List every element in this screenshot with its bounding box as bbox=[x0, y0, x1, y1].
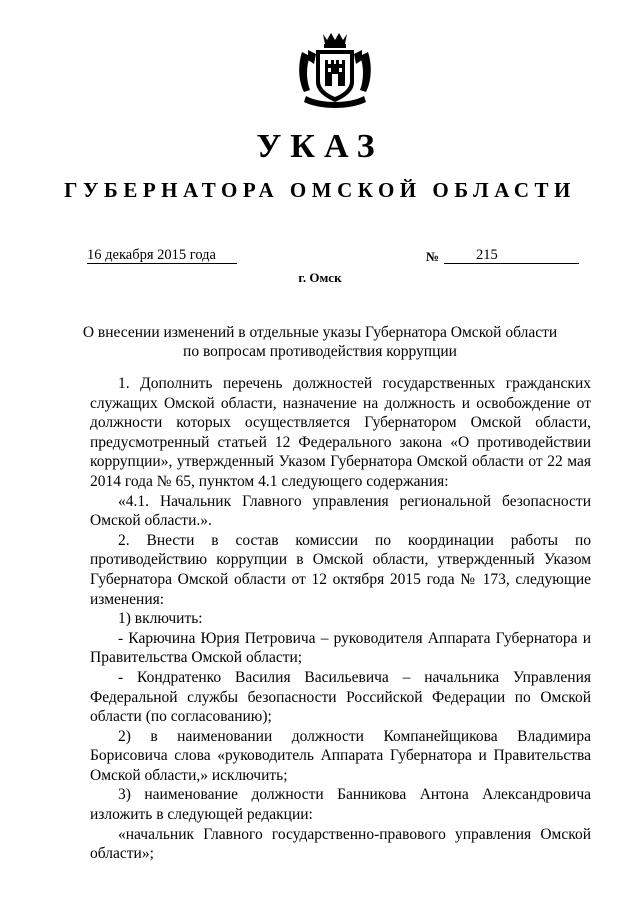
decree-subject bbox=[0, 323, 640, 361]
body-paragraph: - Карючина Юрия Петровича – руководителя Аппарата Губернатора и Правительства Омской области; bbox=[90, 629, 591, 667]
subject-line: по вопросам противодействия коррупции bbox=[183, 343, 457, 360]
decree-date: 16 декабря 2015 года bbox=[87, 247, 237, 264]
body-paragraph: 2) в наименовании должности Компанейщикова Владимира Борисовича слова «руководитель Аппарата Губернатора и Правительства Омской области,» исключить; bbox=[90, 727, 591, 784]
document-type-title: УКАЗ bbox=[256, 128, 384, 165]
body-paragraph: 2. Внести в состав комиссии по координации работы по противодействию коррупции в Омской области, утвержденный Указом Губернатора Омской области от 12 октября 2015 года № 173, следующие изменения: bbox=[90, 531, 591, 608]
omsk-oblast-coat-of-arms-icon bbox=[294, 30, 376, 110]
body-paragraph: 3) наименование должности Банникова Антона Александровича изложить в следующей редакции: bbox=[90, 786, 591, 824]
city-label: г. Омск bbox=[298, 270, 342, 285]
body-paragraph: 1) включить: bbox=[118, 610, 203, 628]
subject-line: О внесении изменений в отдельные указы Губернатора Омской области bbox=[82, 324, 558, 341]
decree-number: 215 bbox=[444, 247, 579, 264]
body-paragraph: - Кондратенко Василия Васильевича – начальника Управления Федеральной службы безопасности Российской Федерации по Омской области (по согласованию); bbox=[90, 668, 591, 726]
body-paragraph: 1. Дополнить перечень должностей государственных гражданских служащих Омской области, назначение на должность и освобождение от должности которых осуществляется Губернатором Омской области, предусмотренный статьей 12 Федерального закона «О противодействии коррупции», утвержденный Указом Губернатора Омской области от 22 мая 2014 года № 65, пунктом 4.1 следующего содержания: bbox=[90, 375, 591, 490]
body-paragraph: «начальник Главного государственно-правового управления Омской области»; bbox=[90, 825, 591, 863]
number-sign: № bbox=[426, 249, 440, 264]
body-paragraph: «4.1. Начальник Главного управления региональной безопасности Омской области.». bbox=[90, 492, 591, 530]
issuer-title: ГУБЕРНАТОРА ОМСКОЙ ОБЛАСТИ bbox=[64, 178, 576, 202]
decree-body bbox=[90, 374, 591, 864]
